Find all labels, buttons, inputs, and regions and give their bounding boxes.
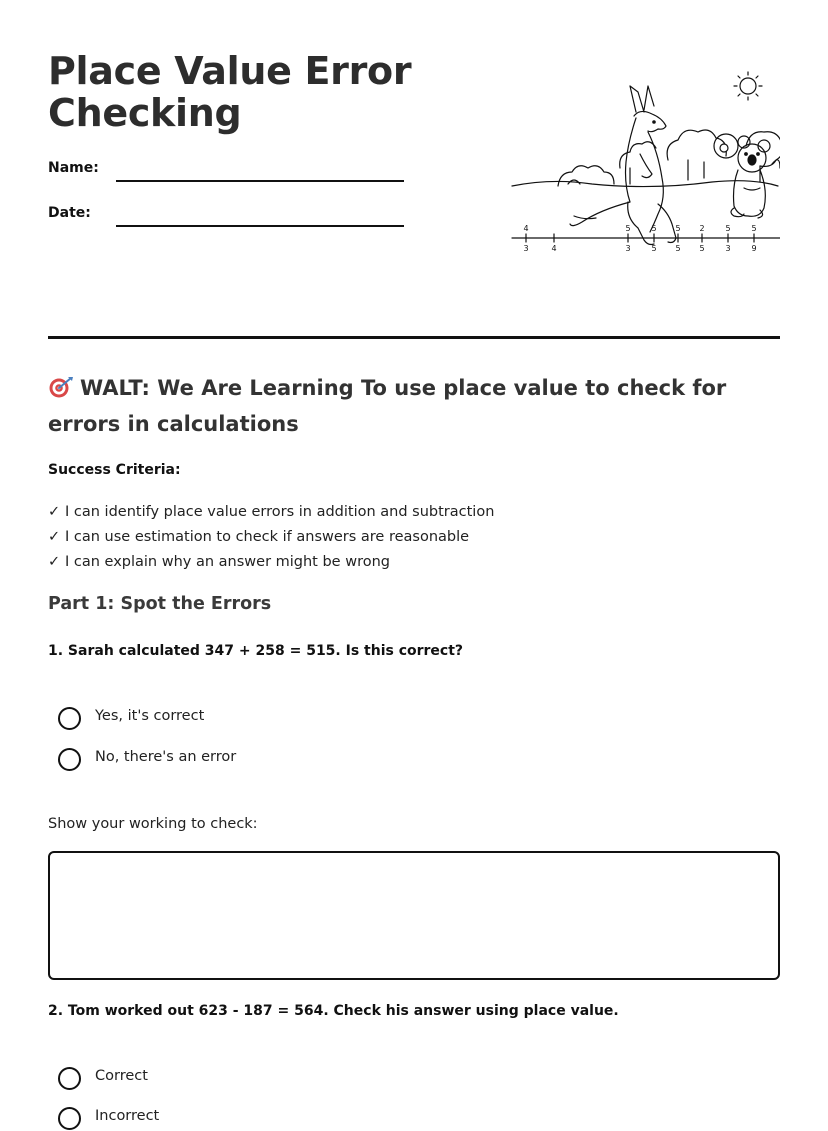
name-label: Name:: [48, 160, 99, 176]
success-criteria-list: [48, 500, 494, 575]
working-label: Show your working to check:: [48, 816, 258, 832]
radio-button[interactable]: [58, 1067, 81, 1090]
number-line-label: 4: [551, 244, 557, 253]
number-line-label: 5: [751, 224, 757, 233]
number-line-label: 5: [699, 244, 705, 253]
success-criteria-title: Success Criteria:: [48, 462, 181, 478]
working-textarea[interactable]: [48, 851, 780, 980]
trees-right: [667, 130, 780, 182]
worksheet-page: [48, 0, 780, 1124]
walt-text: WALT: We Are Learning To use place value to check for errors in calculations: [48, 376, 727, 436]
check-icon: ✓: [48, 554, 61, 570]
list-item: [48, 525, 494, 550]
koala-icon: [714, 134, 770, 218]
sun-icon: [734, 72, 762, 100]
option-label: Incorrect: [95, 1108, 160, 1124]
number-line-label: 5: [651, 224, 657, 233]
part-1-title: Part 1: Spot the Errors: [48, 594, 272, 614]
number-line-label: 3: [725, 244, 731, 253]
radio-button[interactable]: [58, 1107, 81, 1130]
option-label: No, there's an error: [95, 749, 237, 765]
number-line-label: 5: [725, 224, 731, 233]
option-label: Correct: [95, 1068, 148, 1084]
date-label: Date:: [48, 205, 91, 221]
date-write-line[interactable]: [116, 225, 404, 227]
name-write-line[interactable]: [116, 180, 404, 182]
criteria-text: I can explain why an answer might be wrong: [65, 554, 390, 570]
number-line-label: 4: [523, 224, 529, 233]
list-item: [48, 550, 494, 575]
criteria-text: I can identify place value errors in addition and subtraction: [65, 504, 495, 520]
number-line-label: 5: [675, 224, 681, 233]
criteria-text: I can use estimation to check if answers are reasonable: [65, 529, 470, 545]
radio-button[interactable]: [58, 748, 81, 771]
kangaroo-icon: [570, 86, 676, 245]
kangaroo-koala-illustration: [508, 68, 780, 268]
number-line: [512, 234, 780, 242]
question-2-text: 2. Tom worked out 623 - 187 = 564. Check his answer using place value.: [48, 1003, 619, 1019]
number-line-label: 9: [751, 244, 757, 253]
bushes-left: [558, 142, 656, 186]
header-divider: [48, 336, 780, 339]
check-icon: ✓: [48, 504, 61, 520]
number-line-label: 5: [625, 224, 631, 233]
option-label: Yes, it's correct: [95, 708, 205, 724]
number-line-label: 3: [625, 244, 631, 253]
list-item: [48, 500, 494, 525]
question-1-text: 1. Sarah calculated 347 + 258 = 515. Is this correct?: [48, 643, 464, 659]
worksheet-header: [48, 0, 780, 340]
radio-button[interactable]: [58, 707, 81, 730]
number-line-label: 3: [523, 244, 529, 253]
number-line-label: 5: [675, 244, 681, 253]
page-title: Place Value Error Checking: [48, 49, 412, 135]
number-line-label: 2: [699, 224, 705, 233]
target-dart-icon: [48, 376, 74, 398]
walt-heading: [48, 370, 780, 442]
check-icon: ✓: [48, 529, 61, 545]
number-line-label: 5: [651, 244, 657, 253]
